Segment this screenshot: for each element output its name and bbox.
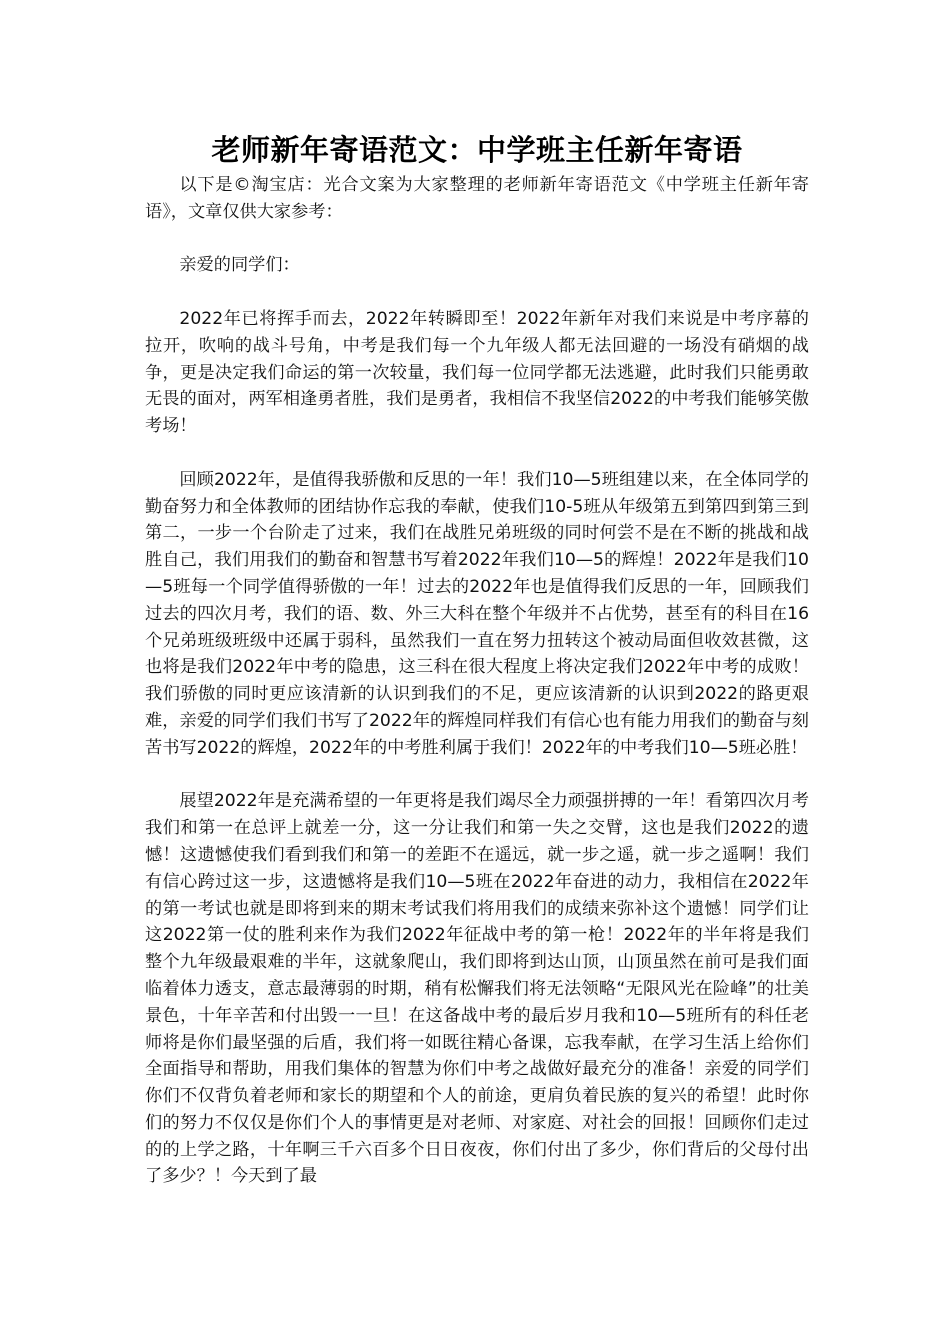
paragraph-spacer bbox=[145, 440, 809, 467]
paragraph-spacer bbox=[145, 226, 809, 253]
body-paragraph-2: 回顾2022年，是值得我骄傲和反思的一年！我们10—5班组建以来，在全体同学的勤奋努力和全体教师的团结协作忘我的奉献，使我们10-5班从年级第五到第四到第三到第二，一步一个台阶走了过来，我们在战胜兄弟班级的同时何尝不是在不断的挑战和战胜自己，我们用我们的勤奋和智慧书写着2022年我们10—5的辉煌！2022年是我们10—5班每一个同学值得骄傲的一年！过去的2022年也是值得我们反思的一年，回顾我们过去的四次月考，我们的语、数、外三大科在整个年级并不占优势，甚至有的科目在16个兄弟班级班级中还属于弱科，虽然我们一直在努力扭转这个被动局面但收效甚微，这也将是我们2022年中考的隐患，这三科在很大程度上将决定我们2022年中考的成败！我们骄傲的同时更应该清新的认识到我们的不足，更应该清新的认识到2022的路更艰难，亲爱的同学们我们书写了2022年的辉煌同样我们有信心也有能力用我们的勤奋与刻苦书写2022的辉煌，2022年的中考胜利属于我们！2022年的中考我们10—5班必胜！ bbox=[145, 469, 809, 758]
intro-paragraph: 以下是©淘宝店：光合文案为大家整理的老师新年寄语范文《中学班主任新年寄语》，文章仅供大家参考： bbox=[145, 175, 809, 222]
body-paragraph-3: 展望2022年是充满希望的一年更将是我们竭尽全力顽强拼搏的一年！看第四次月考我们和第一在总评上就差一分，这一分让我们和第一失之交臂，这也是我们2022的遗憾！这遗憾使我们看到我们和第一的差距不在遥远，就一步之遥，就一步之遥啊！我们有信心跨过这一步，这遗憾将是我们10—5班在2022年奋进的动力，我相信在2022年的第一考试也就是即将到来的期末考试我们将用我们的成绩来弥补这个遗憾！同学们让这2022第一仗的胜利来作为我们2022年征战中考的第一枪！2022年的半年将是我们整个九年级最艰难的半年，这就象爬山，我们即将到达山顶，山顶虽然在前可是我们面临着体力透支，意志最薄弱的时期，稍有松懈我们将无法领略“无限风光在险峰”的壮美景色，十年辛苦和付出毁一一旦！在这备战中考的最后岁月我和10—5班所有的科任老师将是你们最坚强的后盾，我们将一如既往精心备课，忘我奉献，在学习生活上给你们全面指导和帮助，用我们集体的智慧为你们中考之战做好最充分的准备！亲爱的同学们你们不仅背负着老师和家长的期望和个人的前途，更肩负着民族的复兴的希望！此时你们的努力不仅仅是你们个人的事情更是对老师、对家庭、对社会的回报！回顾你们走过的的上学之路，十年啊三千六百多个日日夜夜，你们付出了多少，你们背后的父母付出了多少？！今天到了最 bbox=[145, 791, 809, 1187]
paragraph-spacer bbox=[145, 762, 809, 789]
paragraph-spacer bbox=[145, 279, 809, 306]
page-title: 老师新年寄语范文：中学班主任新年寄语 bbox=[211, 133, 743, 167]
body-paragraph-1: 2022年已将挥手而去，2022年转瞬即至！2022年新年对我们来说是中考序幕的拉开，吹响的战斗号角，中考是我们每一个九年级人都无法回避的一场没有硝烟的战争，更是决定我们命运的第一次较量，我们每一位同学都无法逃避，此时我们只能勇敢无畏的面对，两军相逢勇者胜，我们是勇者，我相信不我坚信2022的中考我们能够笑傲考场！ bbox=[145, 308, 809, 437]
document-body bbox=[145, 128, 809, 1190]
greeting-line: 亲爱的同学们： bbox=[179, 255, 300, 276]
